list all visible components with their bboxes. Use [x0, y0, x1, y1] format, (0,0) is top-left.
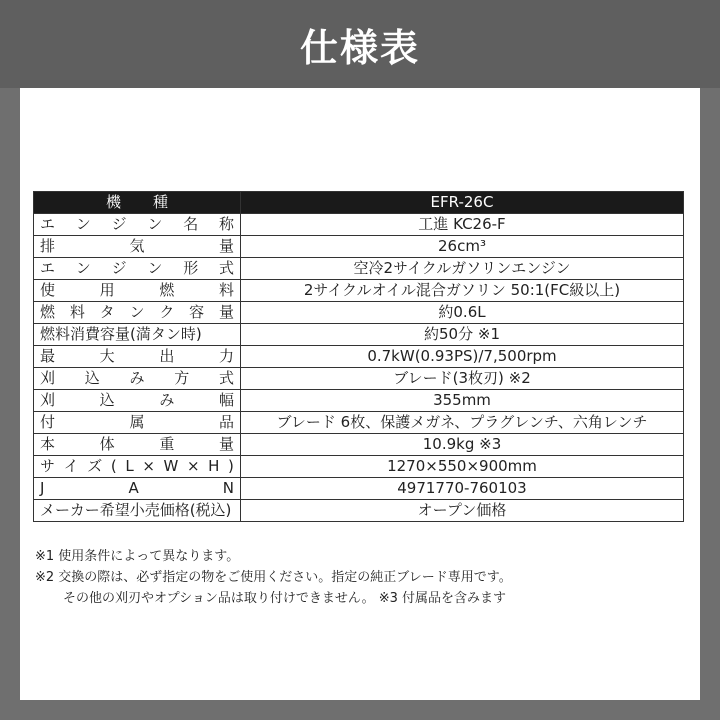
spec-label-text: W: [163, 457, 179, 475]
spec-label-text: 形: [183, 259, 199, 277]
spec-label-text: ズ: [87, 457, 103, 475]
spec-row: [34, 434, 684, 456]
spec-label: [34, 214, 241, 236]
spec-label: [34, 258, 241, 280]
spec-label-text: ン: [75, 215, 91, 233]
spec-label-text: ン: [147, 215, 163, 233]
footnote-3: その他の刈刃やオプション品は取り付けできません。 ※3 付属品を含みます: [63, 591, 507, 606]
header-label-char: 機: [105, 193, 121, 211]
spec-label-text: ×: [186, 457, 200, 475]
spec-label-text: エ: [40, 215, 56, 233]
spec-row: [34, 214, 684, 236]
spec-label-text: ク: [159, 303, 175, 321]
spec-label: [34, 302, 241, 324]
spec-label-text: 量: [218, 303, 234, 321]
spec-label-text: ×: [142, 457, 155, 475]
spec-label: [34, 324, 241, 346]
spec-label-text: 燃料消費容量(満タン時): [40, 325, 202, 343]
spec-value: 1270×550×900mm: [241, 456, 684, 478]
spec-label-text: エ: [40, 259, 56, 277]
spec-label-text: 付: [40, 413, 56, 431]
spec-label-text: タ: [99, 303, 115, 321]
spec-label-text: サ: [40, 457, 56, 475]
spec-value: ブレード(3枚刃) ※2: [241, 368, 684, 390]
spec-label-text: ン: [129, 303, 145, 321]
spec-value: 10.9kg ※3: [241, 434, 684, 456]
spec-label-text: 込: [84, 369, 100, 387]
spec-label-text: 排: [40, 237, 56, 255]
spec-label-text: 力: [218, 347, 234, 365]
spec-label: [34, 280, 241, 302]
spec-row: [34, 412, 684, 434]
spec-label-text: 出: [159, 347, 175, 365]
spec-label-text: 最: [40, 347, 56, 365]
spec-row: [34, 324, 684, 346]
spec-row: [34, 236, 684, 258]
spec-value: 4971770-760103: [241, 478, 684, 500]
spec-label-text: J: [40, 479, 45, 497]
spec-value: 26cm³: [241, 236, 684, 258]
spec-value: 約0.6L: [241, 302, 684, 324]
footnotes: [35, 546, 512, 609]
spec-label-text: 式: [218, 259, 234, 277]
spec-label-text: 式: [218, 369, 234, 387]
spec-label-text: ジ: [111, 215, 127, 233]
spec-row: [34, 500, 684, 522]
spec-row: [34, 346, 684, 368]
spec-label-text: H: [208, 457, 220, 475]
header-label-char: 種: [152, 193, 168, 211]
spec-table-body: [34, 214, 684, 522]
spec-row: [34, 258, 684, 280]
spec-label: [34, 412, 241, 434]
spec-row: [34, 368, 684, 390]
spec-label-text: 気: [129, 237, 145, 255]
spec-label-text: 属: [129, 413, 145, 431]
spec-label-text: ン: [147, 259, 163, 277]
spec-label-text: 用: [99, 281, 115, 299]
spec-label-text: ジ: [111, 259, 127, 277]
spec-label: [34, 390, 241, 412]
spec-label: [34, 456, 241, 478]
spec-label-text: 名: [183, 215, 199, 233]
spec-label-text: ン: [75, 259, 91, 277]
spec-label-text: 方: [174, 369, 190, 387]
spec-value: 約50分 ※1: [241, 324, 684, 346]
spec-row: [34, 390, 684, 412]
spec-label-text: 幅: [218, 391, 234, 409]
spec-table-header: [34, 192, 684, 214]
spec-label-text: A: [128, 479, 139, 497]
spec-row: [34, 478, 684, 500]
footnote-1: ※1 使用条件によって異なります。: [35, 549, 240, 564]
spec-value: 空冷2サイクルガソリンエンジン: [241, 258, 684, 280]
spec-label-text: イ: [63, 457, 79, 475]
model-name: EFR-26C: [241, 192, 684, 214]
spec-table: [33, 191, 684, 522]
header-label-cell: [34, 192, 241, 214]
spec-label-text: 使: [40, 281, 56, 299]
spec-label-text: ): [228, 457, 234, 475]
spec-label-text: メーカー希望小売価格(税込): [40, 501, 232, 519]
spec-label: [34, 500, 241, 522]
spec-row: [34, 280, 684, 302]
spec-label-text: 量: [218, 237, 234, 255]
spec-row: [34, 456, 684, 478]
spec-label-text: 量: [218, 435, 234, 453]
spec-value: ブレード 6枚、保護メガネ、プラグレンチ、六角レンチ: [241, 412, 684, 434]
spec-label-text: 大: [99, 347, 115, 365]
spec-label-text: (: [110, 457, 117, 475]
spec-label: [34, 478, 241, 500]
spec-label-text: 料: [69, 303, 85, 321]
spec-label-text: 燃: [40, 303, 56, 321]
spec-label: [34, 368, 241, 390]
spec-value: オープン価格: [241, 500, 684, 522]
spec-label-text: 料: [218, 281, 234, 299]
spec-label-text: N: [222, 479, 234, 497]
spec-value: 2サイクルオイル混合ガソリン 50:1(FC級以上): [241, 280, 684, 302]
spec-label: [34, 434, 241, 456]
spec-label-text: 称: [218, 215, 234, 233]
spec-value: 0.7kW(0.93PS)/7,500rpm: [241, 346, 684, 368]
page-title: 仕様表: [299, 25, 420, 70]
spec-label: [34, 236, 241, 258]
spec-label-text: 燃: [159, 281, 175, 299]
spec-label-text: L: [125, 457, 134, 475]
spec-label-text: 重: [159, 435, 175, 453]
spec-label: [34, 346, 241, 368]
title-banner: [0, 0, 720, 88]
spec-value: 工進 KC26-F: [241, 214, 684, 236]
spec-label-text: 本: [40, 435, 56, 453]
footnote-2: ※2 交換の際は、必ず指定の物をご使用ください。指定の純正ブレード専用です。: [35, 570, 512, 585]
spec-label-text: 容: [189, 303, 205, 321]
spec-label-text: 刈: [40, 391, 56, 409]
spec-label-text: 刈: [40, 369, 56, 387]
spec-label-text: み: [129, 369, 145, 387]
spec-label-text: み: [159, 391, 175, 409]
spec-row: [34, 302, 684, 324]
spec-label-text: 込: [99, 391, 115, 409]
spec-label-text: 体: [99, 435, 115, 453]
spec-label-text: 品: [218, 413, 234, 431]
spec-value: 355mm: [241, 390, 684, 412]
